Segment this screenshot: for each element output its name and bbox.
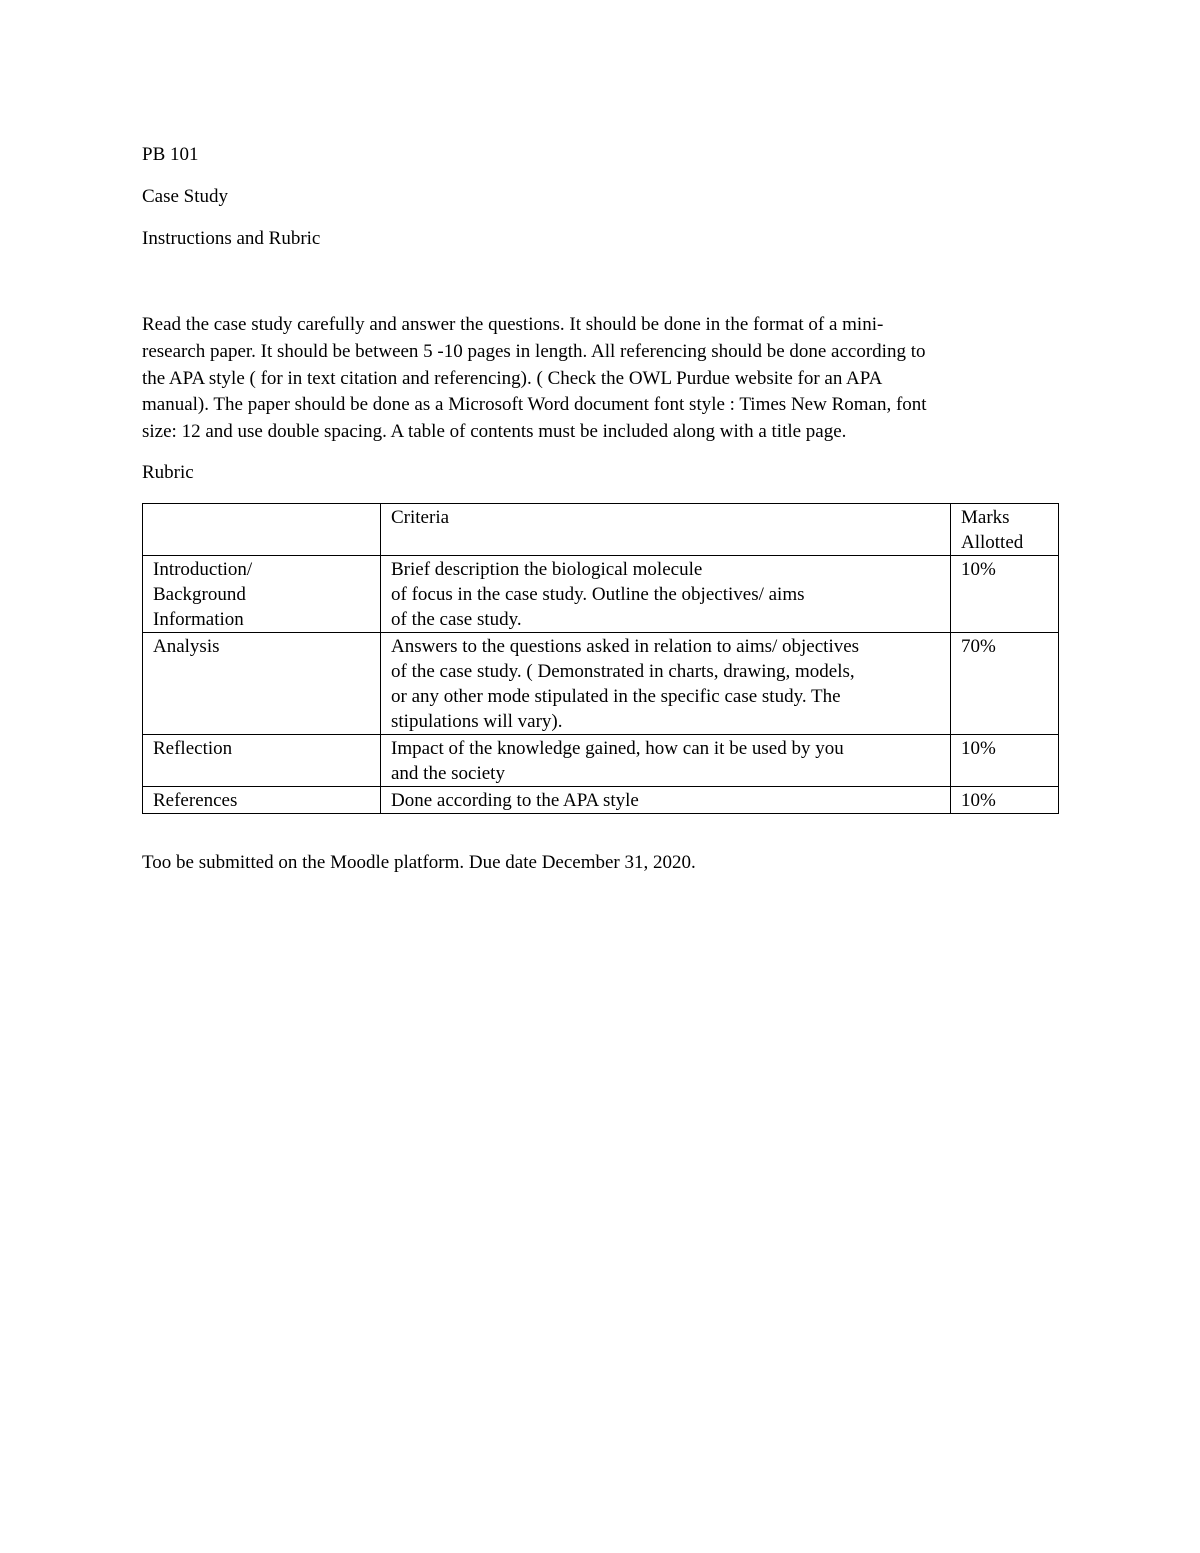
submission-note: Too be submitted on the Moodle platform. Due date December 31, 2020.: [142, 852, 696, 873]
section-label-line: References: [153, 790, 238, 811]
instructions-line: manual). The paper should be done as a Microsoft Word document font style : Times New Roman, font: [142, 394, 927, 416]
instructions-line: the APA style ( for in text citation and referencing). ( Check the OWL Purdue website for an APA: [142, 367, 883, 389]
section-label-line: Background: [153, 584, 246, 605]
instructions-line: Read the case study carefully and answer the questions. It should be done in the format of a mini-: [142, 314, 884, 335]
criteria-line: and the society: [391, 763, 505, 784]
section-label-line: Analysis: [153, 636, 220, 657]
header-criteria-label: Criteria: [391, 507, 450, 528]
criteria-line: stipulations will vary).: [391, 711, 563, 732]
criteria-cell: [381, 556, 951, 633]
section-cell: [143, 556, 381, 633]
table-row: [143, 787, 1059, 814]
table-header-row: [143, 504, 1059, 556]
table-row: [143, 633, 1059, 735]
criteria-line: Brief description the biological molecule: [391, 559, 703, 580]
criteria-line: Impact of the knowledge gained, how can it be used by you: [391, 738, 844, 759]
criteria-cell: [381, 633, 951, 735]
criteria-line: of the case study.: [391, 609, 522, 630]
criteria-line: Answers to the questions asked in relation to aims/ objectives: [391, 636, 860, 657]
criteria-line: or any other mode stipulated in the specific case study. The: [391, 686, 841, 707]
rubric-heading: Rubric: [142, 462, 194, 483]
rubric-table: [142, 503, 1059, 814]
section-cell: [143, 633, 381, 735]
header-cell-marks: [951, 504, 1059, 556]
table-row: [143, 556, 1059, 633]
header-marks-label-line: Marks: [961, 507, 1010, 528]
header-cell-section: [143, 504, 381, 556]
criteria-line: of the case study. ( Demonstrated in charts, drawing, models,: [391, 661, 855, 682]
section-label-line: Information: [153, 609, 244, 630]
document-title: Case Study: [142, 186, 229, 207]
document-subtitle: Instructions and Rubric: [142, 228, 321, 249]
criteria-line: Done according to the APA style: [391, 790, 639, 811]
header-marks-label-line: Allotted: [961, 532, 1024, 553]
instructions-line: research paper. It should be between 5 -10 pages in length. All referencing should be done according to: [142, 340, 926, 362]
section-cell: [143, 787, 381, 814]
header-cell-criteria: [381, 504, 951, 556]
instructions-line: size: 12 and use double spacing. A table of contents must be included along with a title page.: [142, 421, 847, 443]
criteria-line: of focus in the case study. Outline the objectives/ aims: [391, 584, 805, 605]
criteria-cell: [381, 787, 951, 814]
criteria-cell: [381, 735, 951, 787]
section-label-line: Reflection: [153, 738, 233, 759]
section-cell: [143, 735, 381, 787]
table-row: [143, 735, 1059, 787]
marks-cell: 10%: [951, 556, 1059, 633]
instructions-paragraph: [142, 312, 1042, 446]
section-label-line: Introduction/: [153, 559, 253, 580]
marks-cell: 70%: [951, 633, 1059, 735]
marks-cell: 10%: [951, 735, 1059, 787]
course-code: PB 101: [142, 144, 199, 165]
marks-cell: 10%: [951, 787, 1059, 814]
